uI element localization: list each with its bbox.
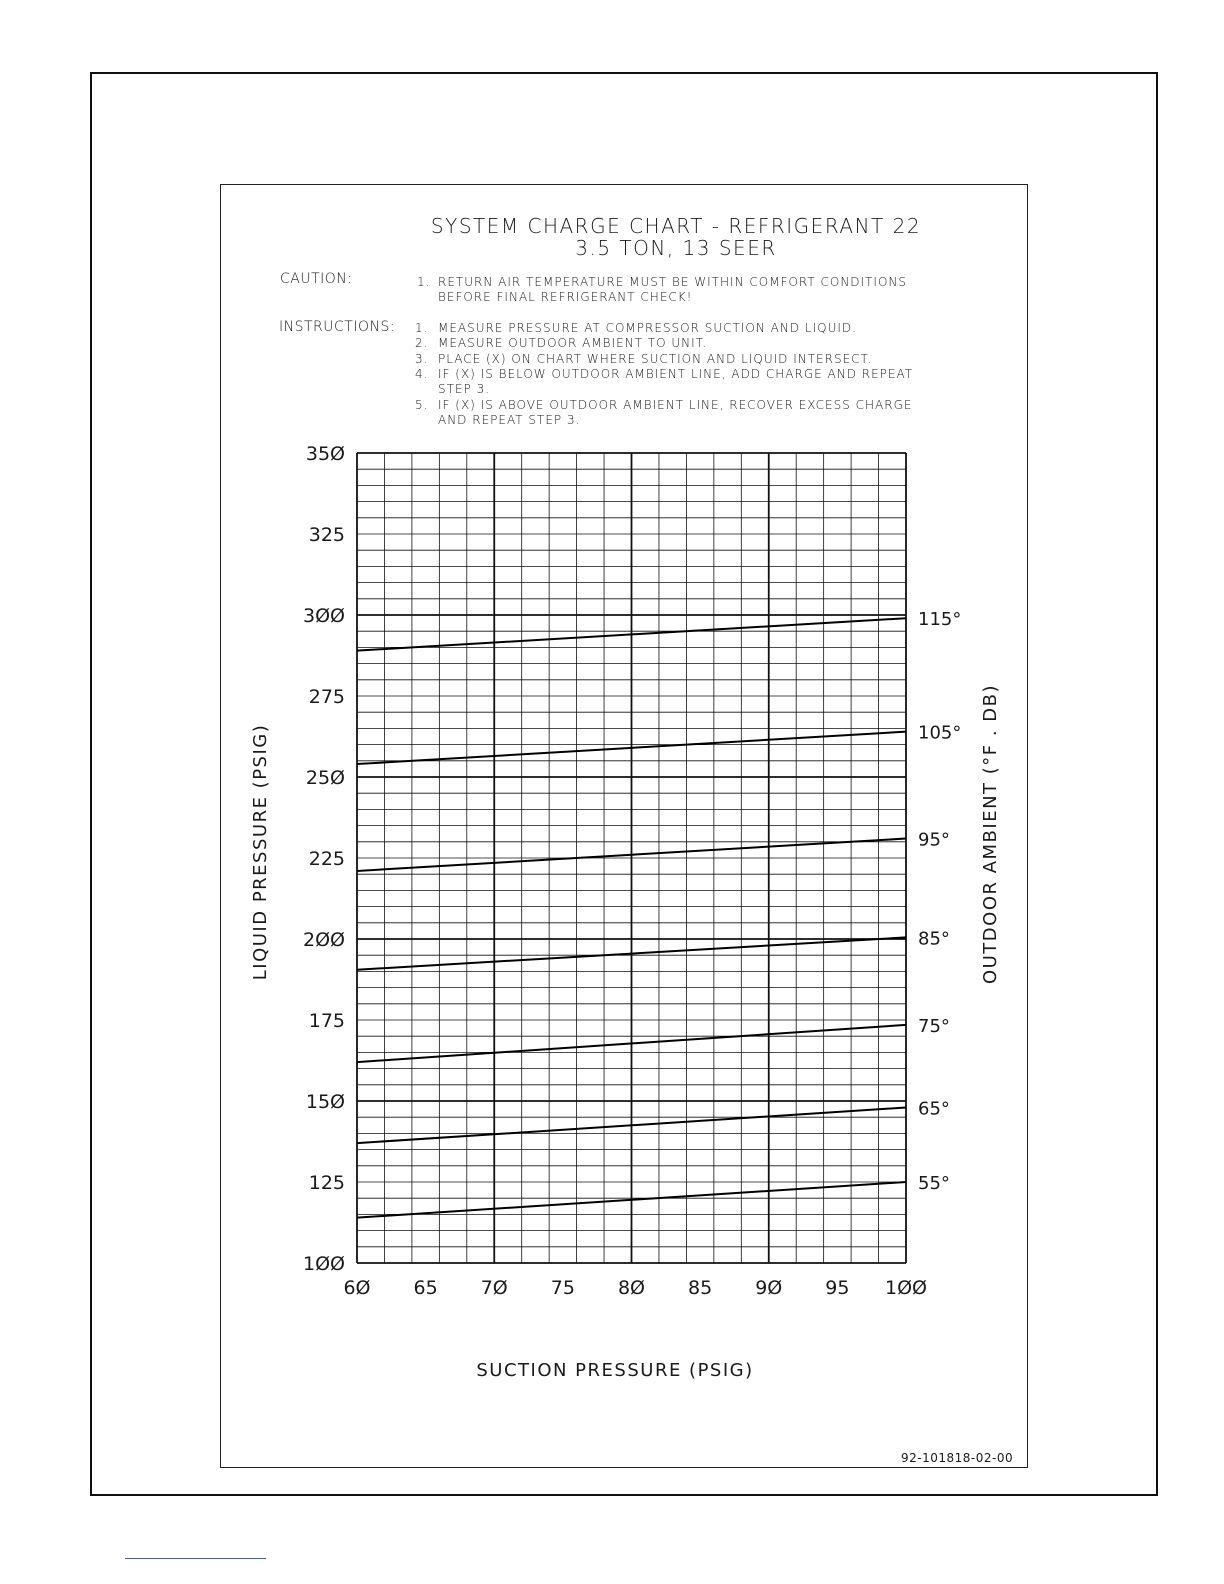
secondary-y-axis-label: OUTDOOR AMBIENT (°F . DB) bbox=[980, 683, 1001, 985]
ambient-line-label: 65° bbox=[918, 1098, 950, 1120]
instruction-line: MEASURE OUTDOOR AMBIENT TO UNIT. bbox=[438, 336, 708, 350]
ambient-line-label: 75° bbox=[918, 1015, 950, 1037]
caution-item-line: RETURN AIR TEMPERATURE MUST BE WITHIN COMFORT CONDITIONS bbox=[438, 275, 907, 289]
x-tick-label: 7Ø bbox=[480, 1277, 508, 1299]
x-tick-label: 85 bbox=[688, 1277, 713, 1299]
instruction-number: 3. bbox=[415, 352, 429, 366]
instruction-line: STEP 3. bbox=[438, 382, 491, 396]
instruction-number: 4. bbox=[415, 367, 429, 381]
y-tick-label: 35Ø bbox=[305, 443, 345, 465]
instruction-line: AND REPEAT STEP 3. bbox=[438, 413, 581, 427]
ambient-line-label: 105° bbox=[918, 722, 962, 744]
x-axis-label: SUCTION PRESSURE (PSIG) bbox=[476, 1360, 754, 1381]
chart-subtitle: 3.5 TON, 13 SEER bbox=[575, 236, 777, 260]
instruction-number: 1. bbox=[415, 321, 429, 335]
instruction-line: MEASURE PRESSURE AT COMPRESSOR SUCTION AND LIQUID. bbox=[438, 321, 857, 335]
ambient-line-label: 85° bbox=[918, 928, 950, 950]
x-tick-label: 8Ø bbox=[617, 1277, 646, 1299]
ambient-line-label: 55° bbox=[918, 1173, 950, 1194]
x-tick-label: 65 bbox=[413, 1277, 438, 1299]
y-tick-label: 25Ø bbox=[305, 767, 345, 789]
y-tick-label: 225 bbox=[308, 848, 345, 870]
instruction-number: 5. bbox=[415, 398, 429, 412]
instruction-line: PLACE (X) ON CHART WHERE SUCTION AND LIQUID INTERSECT. bbox=[438, 352, 873, 366]
x-tick-label: 6Ø bbox=[343, 1277, 371, 1299]
y-tick-label: 325 bbox=[308, 524, 345, 546]
y-tick-label: 275 bbox=[308, 686, 345, 708]
instruction-line: IF (X) IS ABOVE OUTDOOR AMBIENT LINE, RECOVER EXCESS CHARGE bbox=[438, 398, 913, 412]
ambient-line-label: 115° bbox=[918, 609, 962, 631]
x-tick-label: 1ØØ bbox=[885, 1277, 927, 1299]
instruction-number: 2. bbox=[415, 336, 429, 350]
caution-item-number: 1. bbox=[417, 275, 431, 289]
y-tick-label: 3ØØ bbox=[303, 605, 345, 627]
x-tick-label: 95 bbox=[825, 1277, 850, 1299]
caution-label: CAUTION: bbox=[280, 271, 353, 287]
document-number: 92-101818-02-00 bbox=[901, 1451, 1014, 1465]
x-tick-label: 9Ø bbox=[755, 1277, 783, 1299]
y-axis-label: LIQUID PRESSURE (PSIG) bbox=[250, 723, 271, 981]
y-tick-label: 15Ø bbox=[305, 1091, 345, 1113]
instruction-line: IF (X) IS BELOW OUTDOOR AMBIENT LINE, ADD CHARGE AND REPEAT bbox=[438, 367, 914, 381]
y-tick-label: 175 bbox=[308, 1010, 345, 1032]
x-tick-label: 75 bbox=[550, 1277, 575, 1299]
y-tick-label: 2ØØ bbox=[303, 929, 345, 951]
caution-item-line: BEFORE FINAL REFRIGERANT CHECK! bbox=[438, 290, 693, 304]
y-tick-label: 1ØØ bbox=[303, 1253, 345, 1275]
instructions-label: INSTRUCTIONS: bbox=[279, 319, 396, 335]
y-tick-label: 125 bbox=[308, 1172, 345, 1194]
chart-title: SYSTEM CHARGE CHART - REFRIGERANT 22 bbox=[430, 214, 922, 238]
ambient-line-label: 95° bbox=[918, 829, 950, 851]
footer-rule bbox=[125, 1558, 266, 1559]
